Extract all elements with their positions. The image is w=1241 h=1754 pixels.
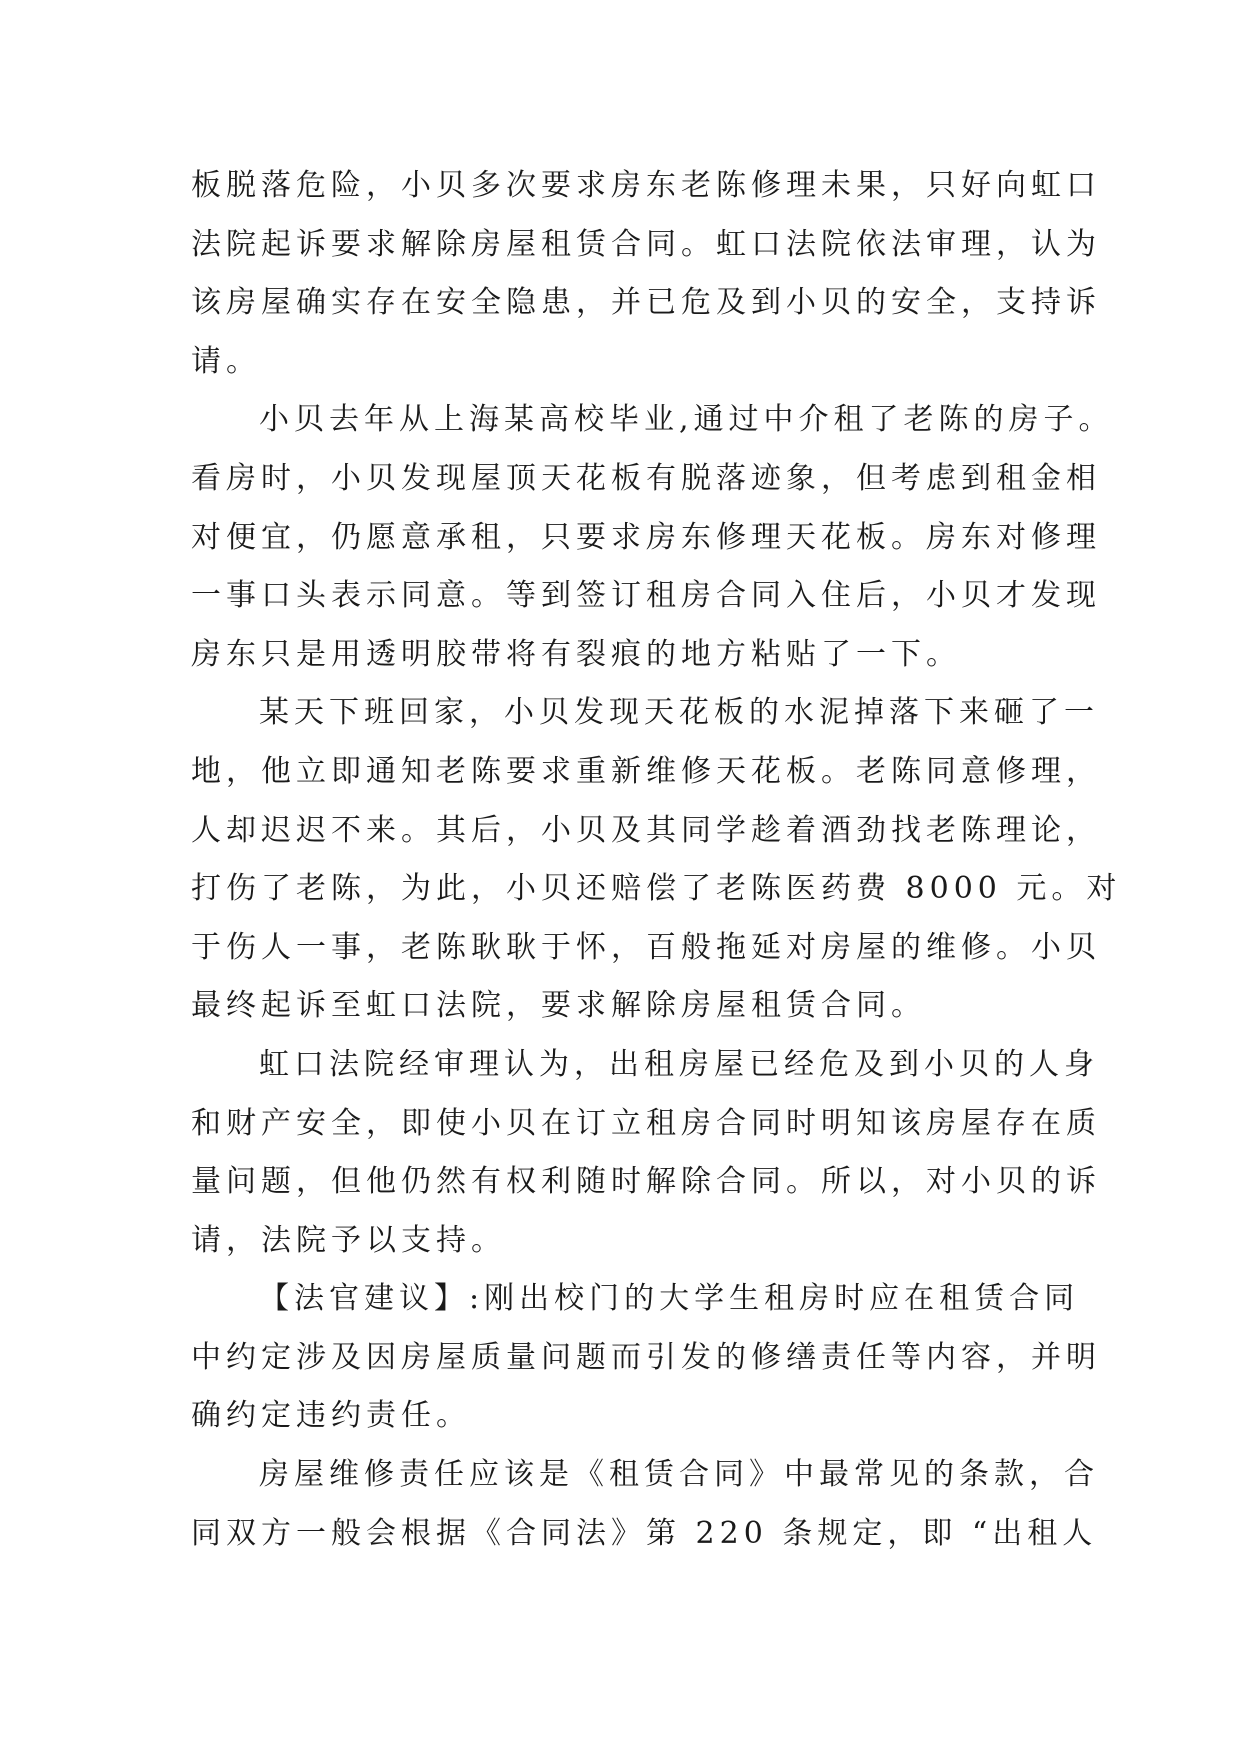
- paragraph-first-line: 虹口法院经审理认为，出租房屋已经危及到小贝的人身: [259, 1046, 1099, 1082]
- text-line: 和财产安全，即使小贝在订立租房合同时明知该房屋存在质: [191, 1105, 1101, 1141]
- text-line: 看房时，小贝发现屋顶天花板有脱落迹象，但考虑到租金相: [191, 460, 1101, 496]
- text-line: 请，法院予以支持。: [191, 1222, 506, 1258]
- text-line: 中约定涉及因房屋质量问题而引发的修缮责任等内容，并明: [191, 1339, 1101, 1375]
- text-line: 打伤了老陈，为此，小贝还赔偿了老陈医药费 8000 元。对: [191, 871, 1122, 907]
- text-line: 最终起诉至虹口法院，要求解除房屋租赁合同。: [191, 988, 926, 1024]
- paragraph-first-line: 房屋维修责任应该是《租赁合同》中最常见的条款，合: [259, 1457, 1099, 1493]
- paragraph-first-line: 【法官建议】:刚出校门的大学生租房时应在租赁合同: [259, 1281, 1080, 1317]
- text-line: 确约定违约责任。: [191, 1398, 471, 1434]
- paragraph-first-line: 小贝去年从上海某高校毕业,通过中介租了老陈的房子。: [259, 402, 1114, 438]
- text-line: 一事口头表示同意。等到签订租房合同入住后，小贝才发现: [191, 578, 1101, 614]
- text-line: 对便宜，仍愿意承租，只要求房东修理天花板。房东对修理: [191, 519, 1101, 555]
- text-line: 板脱落危险，小贝多次要求房东老陈修理未果，只好向虹口: [191, 168, 1101, 203]
- text-line: 地，他立即通知老陈要求重新维修天花板。老陈同意修理，: [191, 753, 1101, 789]
- text-line: 同双方一般会根据《合同法》第 220 条规定，即 “出租人: [191, 1515, 1098, 1551]
- text-line: 请。: [191, 343, 261, 379]
- text-line: 房东只是用透明胶带将有裂痕的地方粘贴了一下。: [191, 636, 961, 672]
- text-line: 人却迟迟不来。其后，小贝及其同学趁着酒劲找老陈理论，: [191, 812, 1101, 848]
- text-line: 量问题，但他仍然有权利随时解除合同。所以，对小贝的诉: [191, 1164, 1101, 1200]
- paragraph-first-line: 某天下班回家，小贝发现天花板的水泥掉落下来砸了一: [259, 695, 1099, 731]
- text-line: 于伤人一事，老陈耿耿于怀，百般拖延对房屋的维修。小贝: [191, 929, 1101, 965]
- body-text: [191, 157, 1122, 1563]
- text-line: 法院起诉要求解除房屋租赁合同。虹口法院依法审理，认为: [191, 226, 1101, 262]
- text-line: 该房屋确实存在安全隐患，并已危及到小贝的安全，支持诉: [191, 285, 1101, 321]
